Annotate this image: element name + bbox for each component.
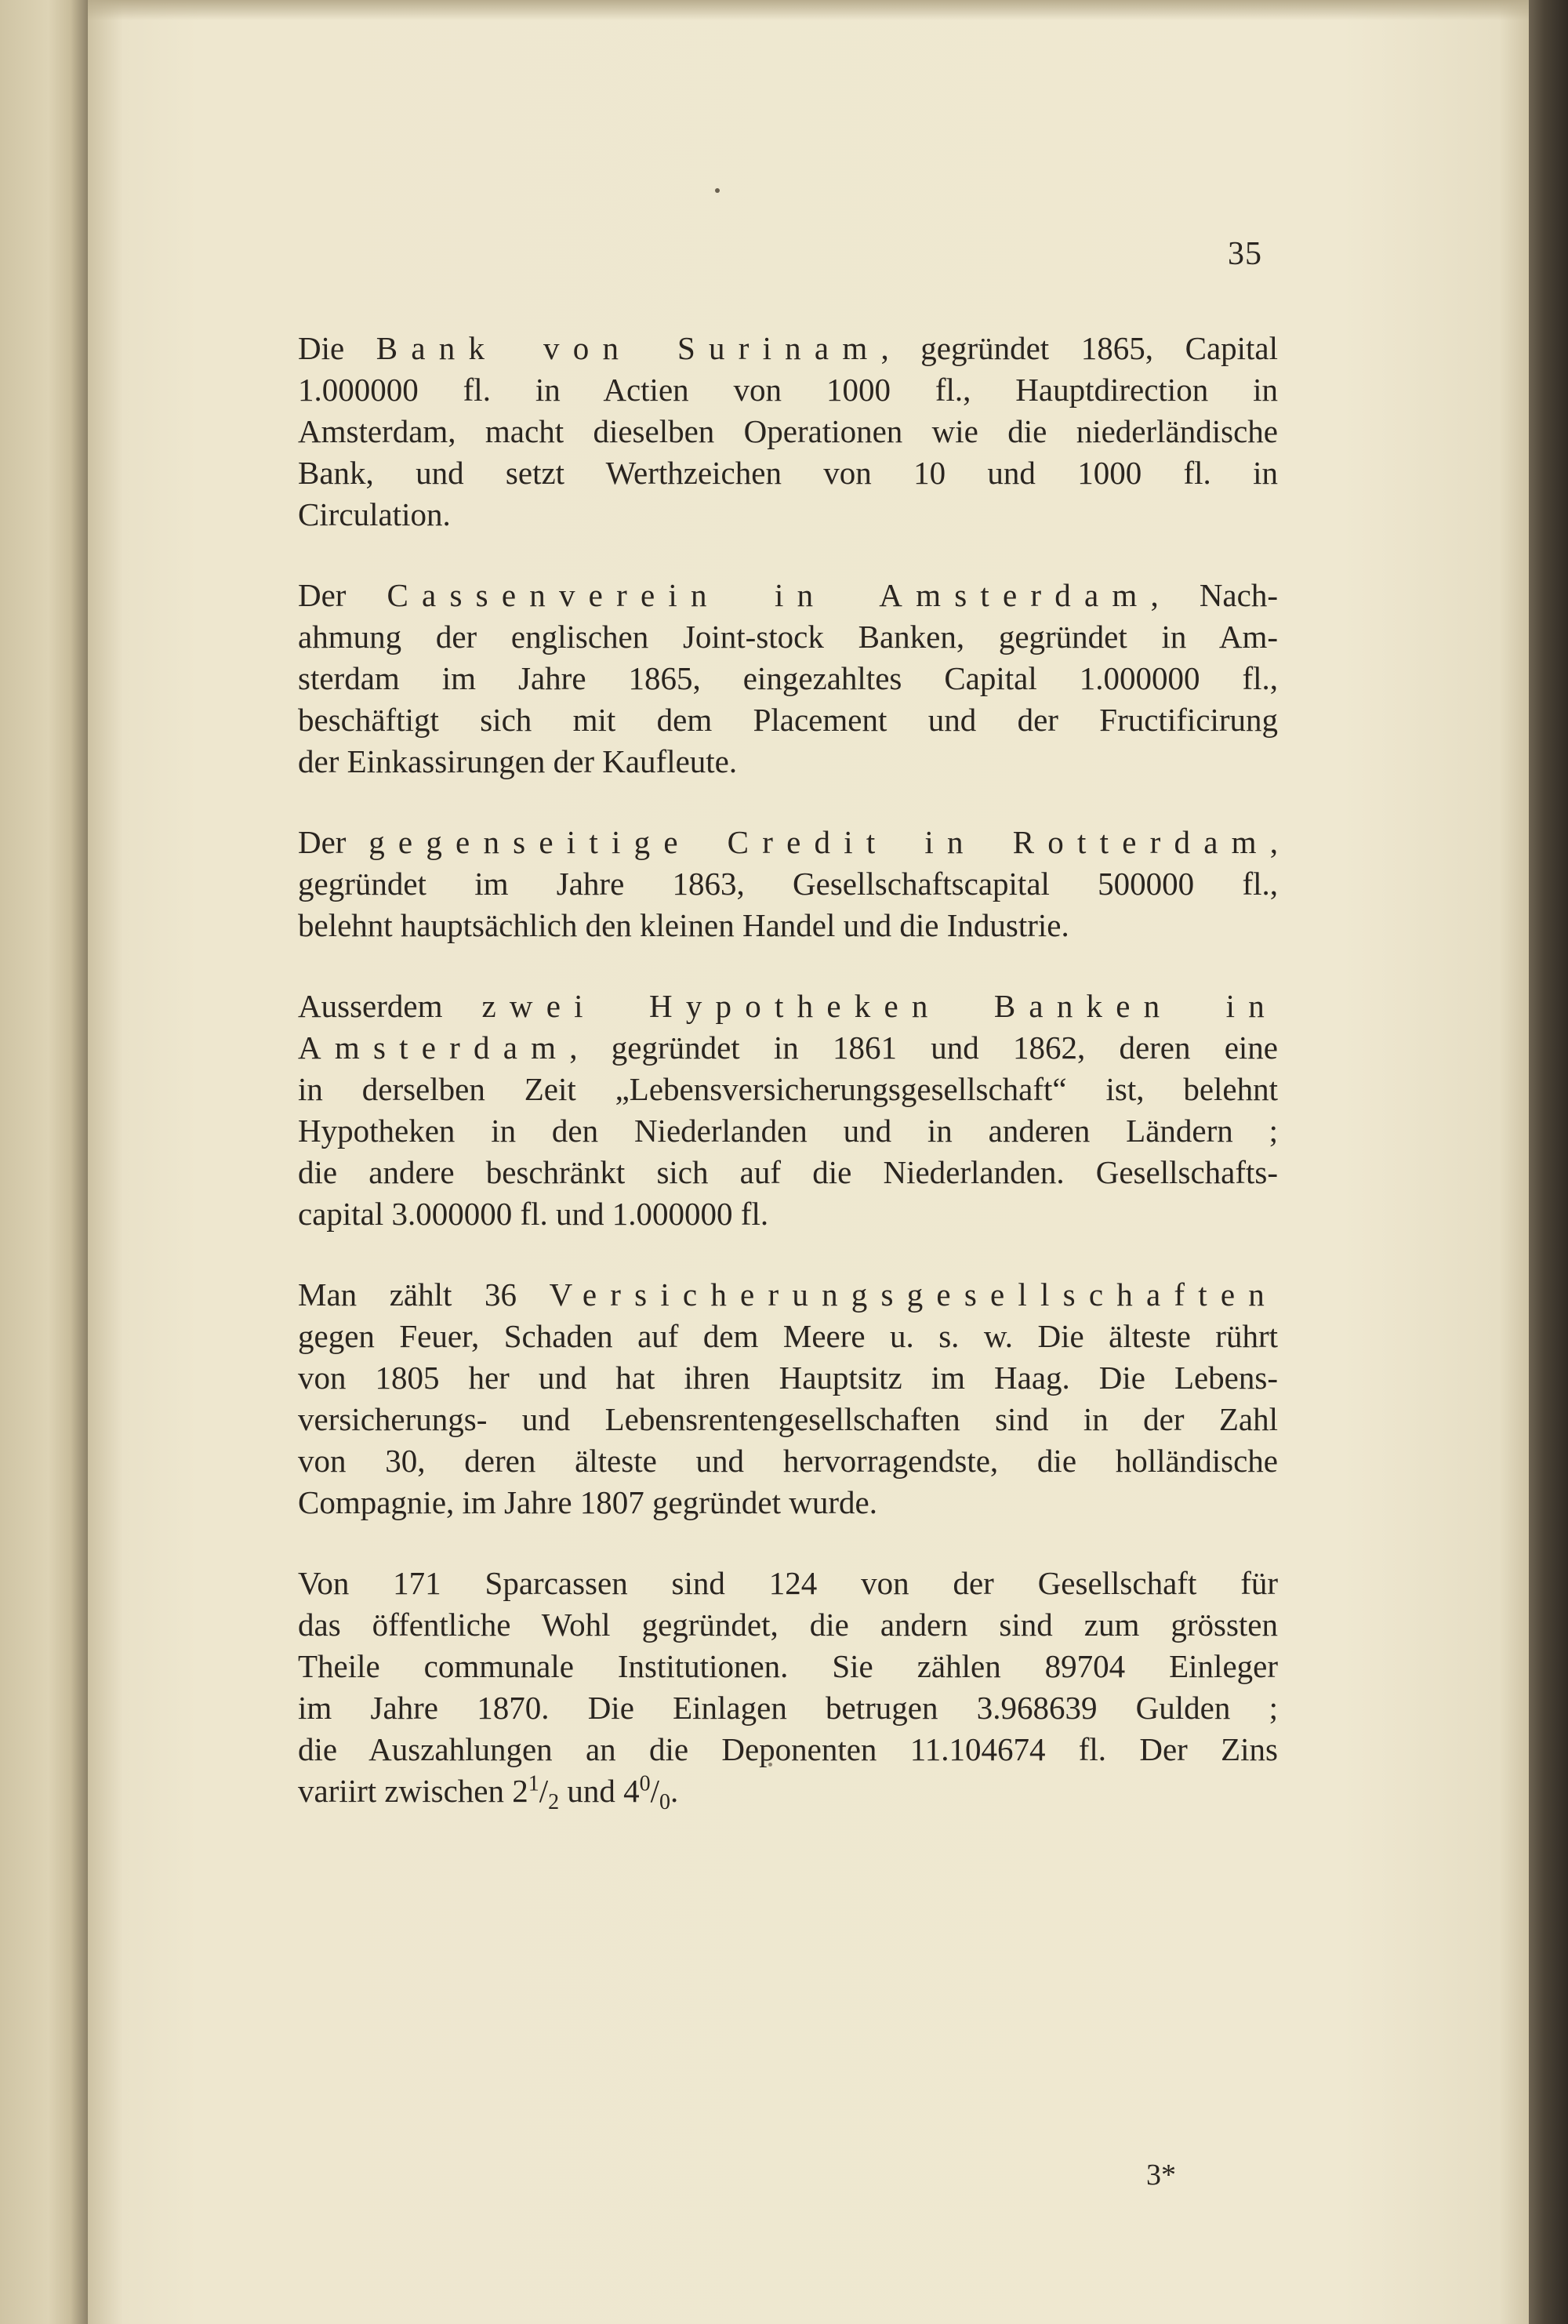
paragraph (298, 822, 1278, 946)
spaced-emphasis: Cassenverein in Amsterdam (387, 577, 1151, 613)
text-line (298, 1399, 1278, 1440)
text-line (298, 411, 1278, 452)
printer-signature-mark: 3* (1146, 2159, 1176, 2191)
text-line (298, 1357, 1278, 1399)
text-line (298, 699, 1278, 741)
text-run: Der (298, 824, 369, 860)
page-top-shadow (88, 0, 1529, 20)
text-run: Theile communale Institutionen. Sie zählen 89704 Einleger (298, 1648, 1278, 1684)
text-run: gegründet im Jahre 1863, Gesellschaftscapital 500000 fl., (298, 866, 1278, 902)
text-run: versicherungs- und Lebensrentengesellschaften sind in der Zahl (298, 1401, 1278, 1437)
text-line (298, 1482, 1278, 1523)
text-line (298, 822, 1278, 863)
text-line (298, 452, 1278, 494)
paragraph-gap (298, 946, 1278, 986)
text-line (298, 1193, 1278, 1235)
text-run: , gegründet in 1861 und 1862, deren eine (569, 1029, 1278, 1066)
left-page-edge (0, 0, 88, 2324)
text-line (298, 1604, 1278, 1646)
paragraph (298, 328, 1278, 536)
text-run: Die (298, 330, 376, 366)
paragraph (298, 1563, 1278, 1815)
text-run: gegen Feuer, Schaden auf dem Meere u. s. w. Die älteste rührt (298, 1318, 1278, 1354)
paragraph (298, 575, 1278, 783)
text-run: die andere beschränkt sich auf die Niederlanden. Gesellschafts- (298, 1154, 1278, 1190)
paragraph-gap (298, 783, 1278, 822)
text-run: 1.000000 fl. in Actien von 1000 fl., Hauptdirection in (298, 372, 1278, 408)
text-run: , gegründet 1865, Capital (880, 330, 1279, 366)
text-run: Von 171 Sparcassen sind 124 von der Gesellschaft für (298, 1565, 1278, 1601)
text-run: 2 (548, 1790, 560, 1815)
text-run: sterdam im Jahre 1865, eingezahltes Capital 1.000000 fl., (298, 660, 1278, 696)
text-run: 0 (659, 1790, 671, 1815)
text-line (298, 658, 1278, 699)
text-run: Ausserdem (298, 988, 482, 1024)
text-line (298, 1770, 1278, 1815)
text-line (298, 741, 1278, 783)
text-run: von 1805 her und hat ihren Hauptsitz im Haag. Die Lebens- (298, 1360, 1278, 1396)
text-line (298, 1069, 1278, 1110)
text-run: der Einkassirungen der Kaufleute. (298, 743, 738, 779)
text-line (298, 863, 1278, 905)
text-run: , Nach- (1150, 577, 1278, 613)
text-line (298, 1152, 1278, 1193)
paragraph-gap (298, 536, 1278, 575)
text-run: 1 (528, 1771, 539, 1796)
spaced-emphasis: Versicherungsgesellschaften (549, 1276, 1278, 1313)
text-line (298, 1274, 1278, 1316)
text-line (298, 1316, 1278, 1357)
text-line (298, 905, 1278, 946)
text-run: im Jahre 1870. Die Einlagen betrugen 3.968639 Gulden ; (298, 1690, 1278, 1726)
text-line (298, 986, 1278, 1027)
book-binding-edge (1529, 0, 1568, 2324)
text-run: Amsterdam, macht dieselben Operationen wie die niederländische (298, 413, 1278, 449)
text-line (298, 494, 1278, 536)
spaced-emphasis: Bank von Surinam (376, 330, 881, 366)
text-run: das öffentliche Wohl gegründet, die andern sind zum grössten (298, 1607, 1278, 1643)
page-number: 35 (1228, 236, 1262, 272)
paragraph (298, 986, 1278, 1235)
text-run: Circulation. (298, 496, 451, 532)
text-line (298, 575, 1278, 616)
body-text (298, 328, 1279, 1815)
spaced-emphasis: Amsterdam (298, 1029, 570, 1066)
spaced-emphasis: gegenseitige Credit in Rotterdam (368, 824, 1270, 860)
text-run: Man zählt 36 (298, 1276, 550, 1313)
text-run: Hypotheken in den Niederlanden und in anderen Ländern ; (298, 1113, 1278, 1149)
text-line (298, 1729, 1278, 1770)
spaced-emphasis: zwei Hypotheken Banken in (481, 988, 1278, 1024)
text-run: / (539, 1773, 549, 1809)
text-run: capital 3.000000 fl. und 1.000000 fl. (298, 1196, 769, 1232)
text-run: beschäftigt sich mit dem Placement und der Fructificirung (298, 702, 1278, 738)
text-line (298, 328, 1278, 369)
text-run: in derselben Zeit „Lebensversicherungsgesellschaft“ ist, belehnt (298, 1071, 1278, 1107)
text-run: variirt zwischen 2 (298, 1773, 528, 1809)
text-run: ahmung der englischen Joint-stock Banken, gegründet in Am- (298, 619, 1278, 655)
text-run: und 4 (559, 1773, 640, 1809)
text-run: , (1269, 824, 1278, 860)
text-line (298, 1027, 1278, 1069)
text-line (298, 1646, 1278, 1687)
text-line (298, 1110, 1278, 1152)
text-run: . (670, 1773, 679, 1809)
paragraph-gap (298, 1235, 1278, 1274)
text-run: Compagnie, im Jahre 1807 gegründet wurde. (298, 1484, 877, 1520)
text-line (298, 1440, 1278, 1482)
text-line (298, 616, 1278, 658)
text-line (298, 1687, 1278, 1729)
text-run: die Auszahlungen an die Deponenten 11.104674 fl. Der Zins (298, 1731, 1278, 1767)
paper-speck (715, 188, 720, 193)
text-line (298, 1563, 1278, 1604)
text-line (298, 369, 1278, 411)
text-run: von 30, deren älteste und hervorragendste, die holländische (298, 1443, 1278, 1479)
text-run: / (650, 1773, 660, 1809)
text-run: Der (298, 577, 387, 613)
text-run: Bank, und setzt Werthzeichen von 10 und 1000 fl. in (298, 455, 1278, 491)
text-run: belehnt hauptsächlich den kleinen Handel und die Industrie. (298, 907, 1069, 943)
paragraph-gap (298, 1523, 1278, 1563)
text-run: 0 (639, 1771, 651, 1796)
paragraph (298, 1274, 1278, 1523)
